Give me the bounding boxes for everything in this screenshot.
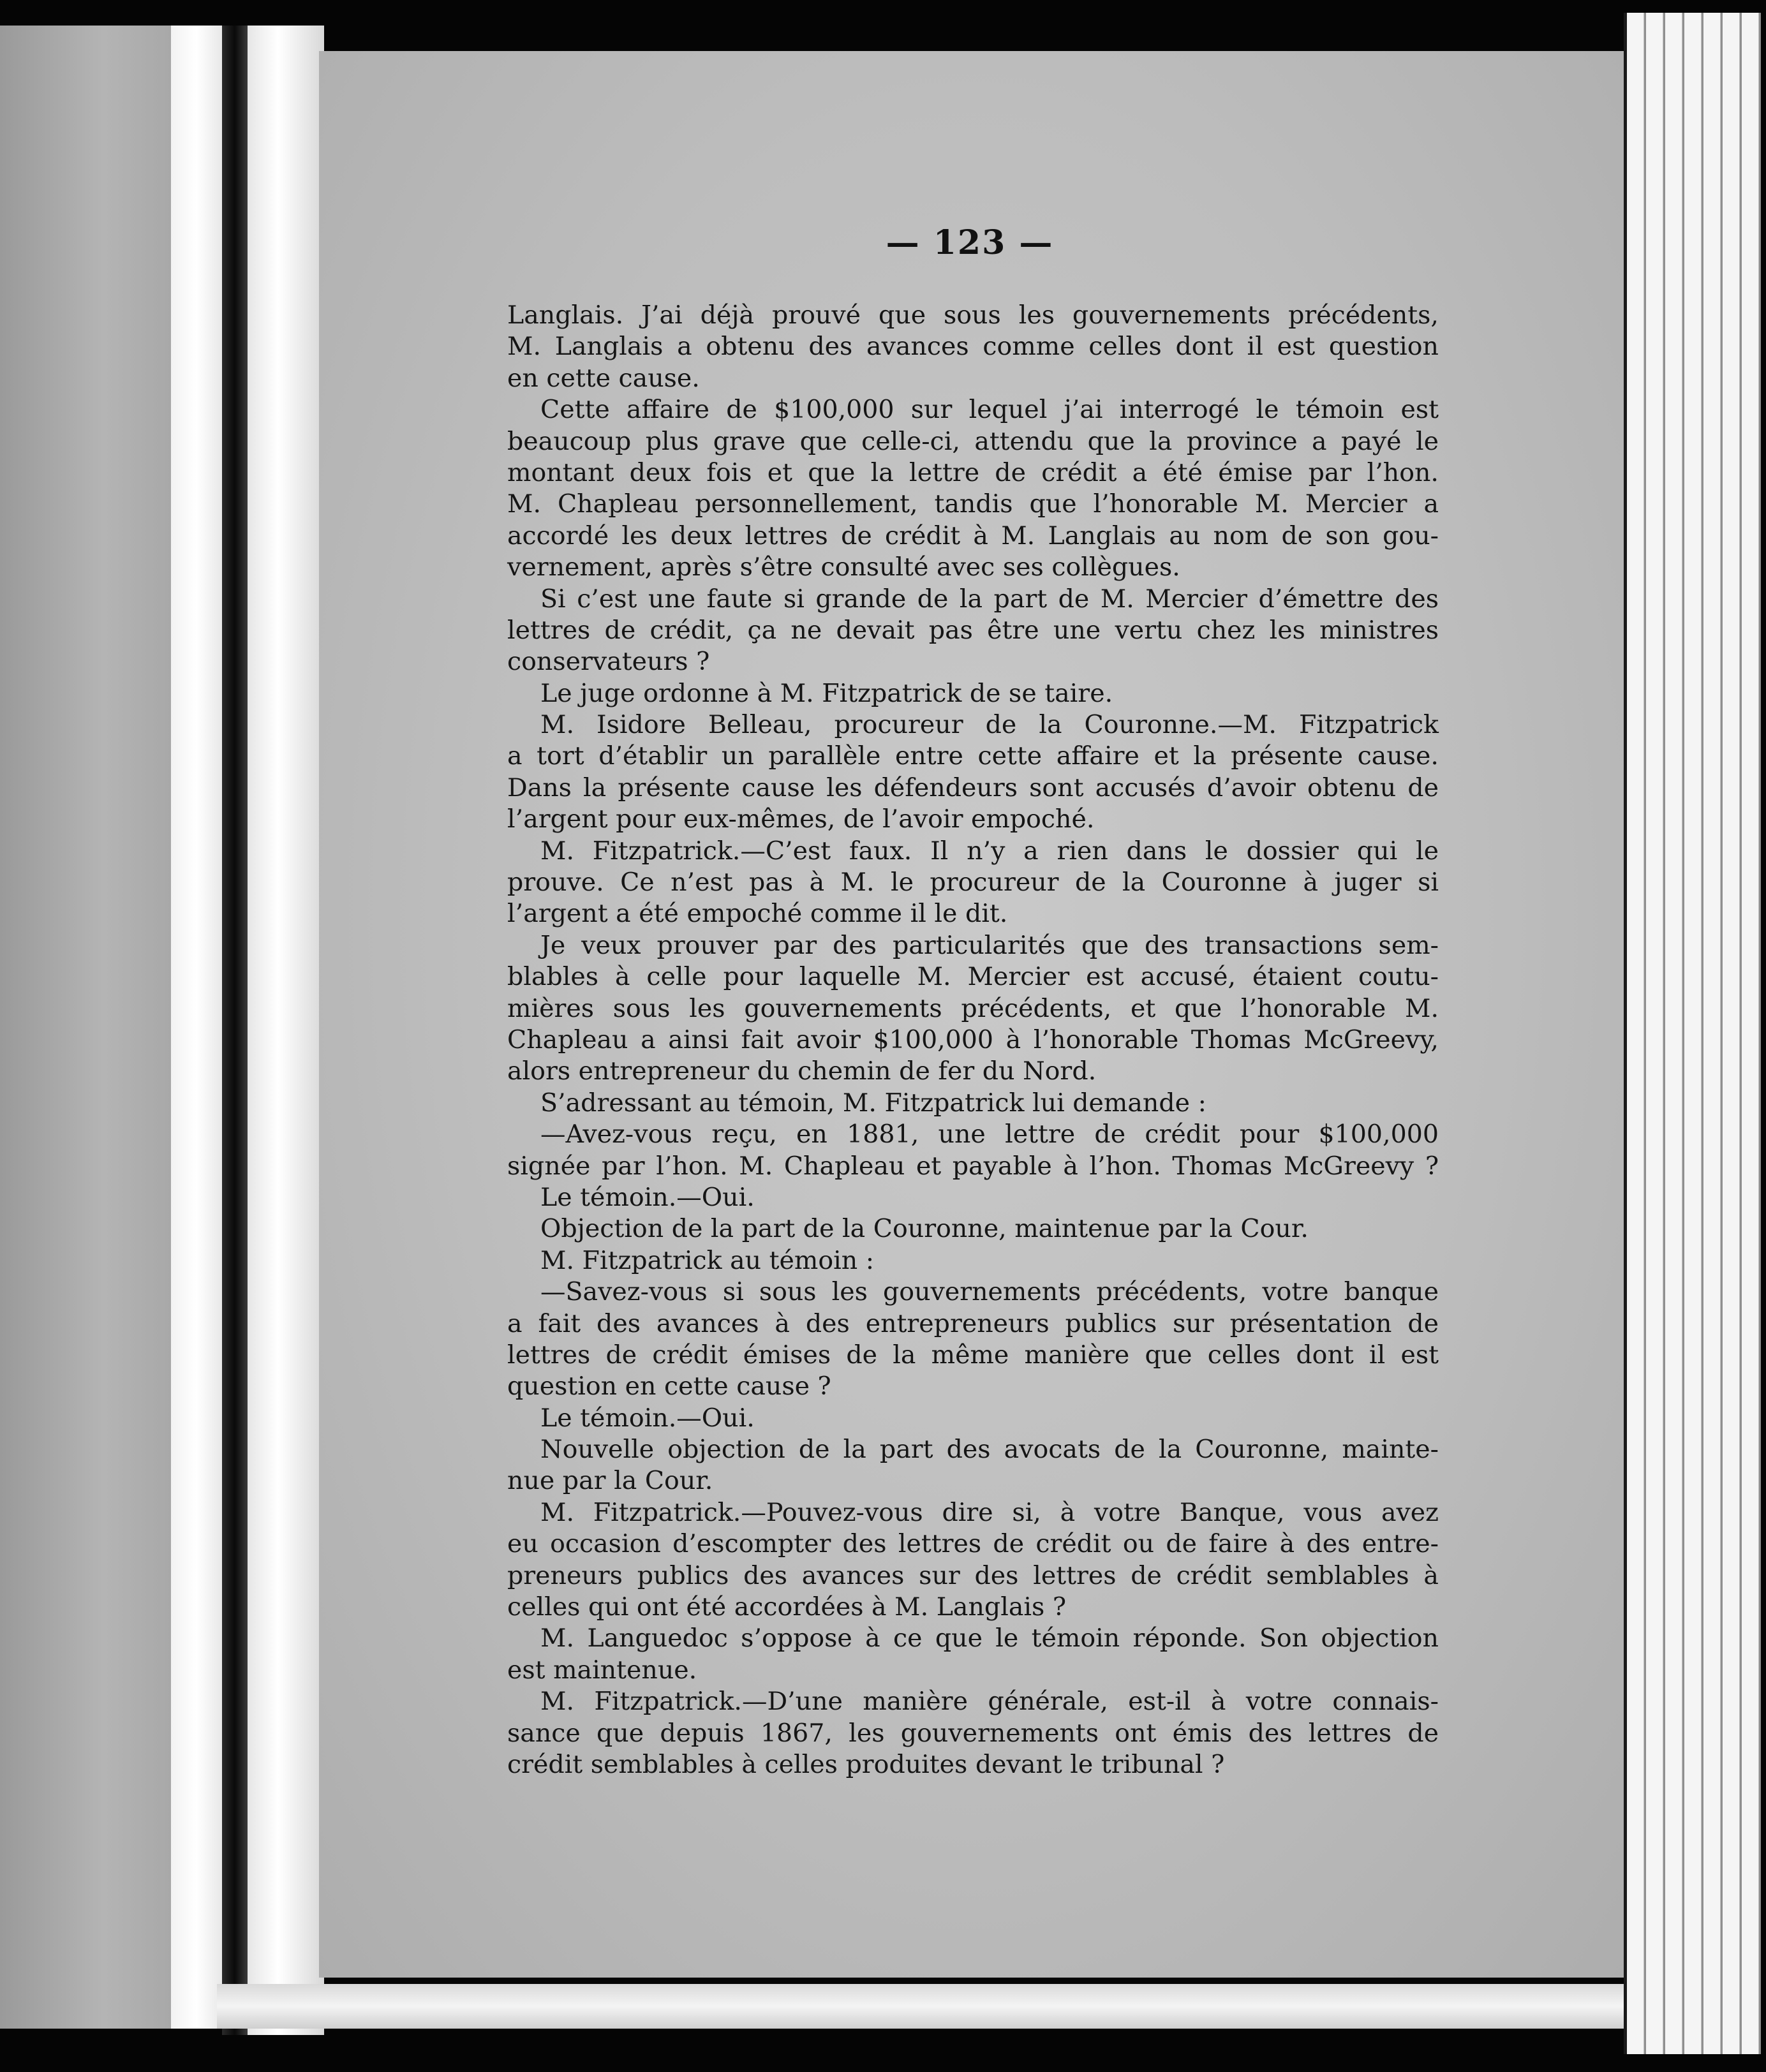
text-line: crédit semblables à celles produites devant le tribunal ? [507, 1749, 1225, 1779]
text-line: celles qui ont été accordées à M. Langlais ? [507, 1592, 1067, 1622]
text-line: blables à celle pour laquelle M. Mercier est accusé, étaient coutu- [507, 962, 1439, 992]
text-line: l’argent a été empoché comme il le dit. [507, 899, 1008, 929]
text-line: S’adressant au témoin, M. Fitzpatrick lui demande : [540, 1088, 1206, 1118]
text-line: montant deux fois et que la lettre de crédit a été émise par l’hon. [507, 457, 1439, 487]
text-line: —Avez-vous reçu, en 1881, une lettre de crédit pour $100,000 [540, 1120, 1439, 1150]
book-gutter [222, 26, 248, 2035]
text-line: preneurs publics des avances sur des lettres de crédit semblables à [507, 1560, 1439, 1590]
text-line: —Savez-vous si sous les gouvernements précédents, votre banque [540, 1277, 1439, 1307]
text-line: Le témoin.—Oui. [540, 1182, 755, 1212]
text-line: M. Fitzpatrick.—C’est faux. Il n’y a rien dans le dossier qui le [540, 836, 1439, 866]
text-line: mières sous les gouvernements précédents, et que l’honorable M. [507, 993, 1439, 1023]
text-line: lettres de crédit, ça ne devait pas être une vertu chez les ministres [507, 615, 1439, 645]
text-line: M. Chapleau personnellement, tandis que l’honorable M. Mercier a [507, 489, 1439, 519]
text-line: l’argent pour eux-mêmes, de l’avoir empoché. [507, 804, 1095, 834]
page-inner-margin [248, 26, 324, 2035]
text-line: accordé les deux lettres de crédit à M. Langlais au nom de son gou- [507, 521, 1439, 551]
text-line: a fait des avances à des entrepreneurs publics sur présentation de [507, 1308, 1439, 1338]
text-line: M. Langlais a obtenu des avances comme celles dont il est question [507, 332, 1439, 362]
page-bottom-edge [217, 1984, 1633, 2029]
text-line: prouve. Ce n’est pas à M. le procureur de la Couronne à juger si [507, 868, 1439, 898]
text-line: Le juge ordonne à M. Fitzpatrick de se taire. [540, 678, 1113, 708]
text-line: M. Isidore Belleau, procureur de la Couronne.—M. Fitzpatrick [540, 710, 1439, 740]
text-line: Langlais. J’ai déjà prouvé que sous les gouvernements précédents, [507, 300, 1439, 330]
text-line: signée par l’hon. M. Chapleau et payable à l’hon. Thomas McGreevy ? [507, 1151, 1439, 1181]
text-line: Si c’est une faute si grande de la part de M. Mercier d’émettre des [540, 584, 1439, 614]
text-line: M. Languedoc s’oppose à ce que le témoin réponde. Son objection [540, 1624, 1439, 1654]
text-line: a tort d’établir un parallèle entre cette affaire et la présente cause. [507, 741, 1439, 771]
facing-page-edge [171, 26, 222, 2029]
text-line: beaucoup plus grave que celle-ci, attendu que la province a payé le [507, 426, 1439, 456]
text-line: Chapleau a ainsi fait avoir $100,000 à l’honorable Thomas McGreevy, [507, 1025, 1439, 1054]
text-line: M. Fitzpatrick.—D’une manière générale, est-il à votre connais- [540, 1687, 1439, 1717]
text-line: est maintenue. [507, 1655, 697, 1685]
page-stack-edge [1627, 13, 1761, 2054]
text-line: Le témoin.—Oui. [540, 1403, 755, 1433]
text-line: lettres de crédit émises de la même manière que celles dont il est [507, 1340, 1439, 1370]
text-line: M. Fitzpatrick au témoin : [540, 1245, 875, 1275]
text-line: vernement, après s’être consulté avec ses collègues. [507, 552, 1180, 582]
facing-page [0, 26, 172, 2029]
text-line: Cette affaire de $100,000 sur lequel j’ai interrogé le témoin est [540, 395, 1439, 425]
text-line: Nouvelle objection de la part des avocats de la Couronne, mainte- [540, 1435, 1439, 1465]
text-line: sance que depuis 1867, les gouvernements ont émis des lettres de [507, 1718, 1439, 1748]
text-line: conservateurs ? [507, 647, 710, 677]
text-line: en cette cause. [507, 363, 700, 393]
body-text [507, 300, 1439, 1780]
text-line: alors entrepreneur du chemin de fer du Nord. [507, 1056, 1097, 1086]
text-line: Objection de la part de la Couronne, maintenue par la Cour. [540, 1214, 1309, 1244]
text-line: M. Fitzpatrick.—Pouvez-vous dire si, à votre Banque, vous avez [540, 1497, 1439, 1527]
page-number: — 123 — [886, 223, 1054, 262]
text-line: Je veux prouver par des particularités que des transactions sem- [540, 930, 1439, 960]
text-line: eu occasion d’escompter des lettres de crédit ou de faire à des entre- [507, 1529, 1439, 1559]
text-line: Dans la présente cause les défendeurs sont accusés d’avoir obtenu de [507, 773, 1439, 803]
text-line: question en cette cause ? [507, 1372, 831, 1402]
text-line: nue par la Cour. [507, 1466, 713, 1496]
